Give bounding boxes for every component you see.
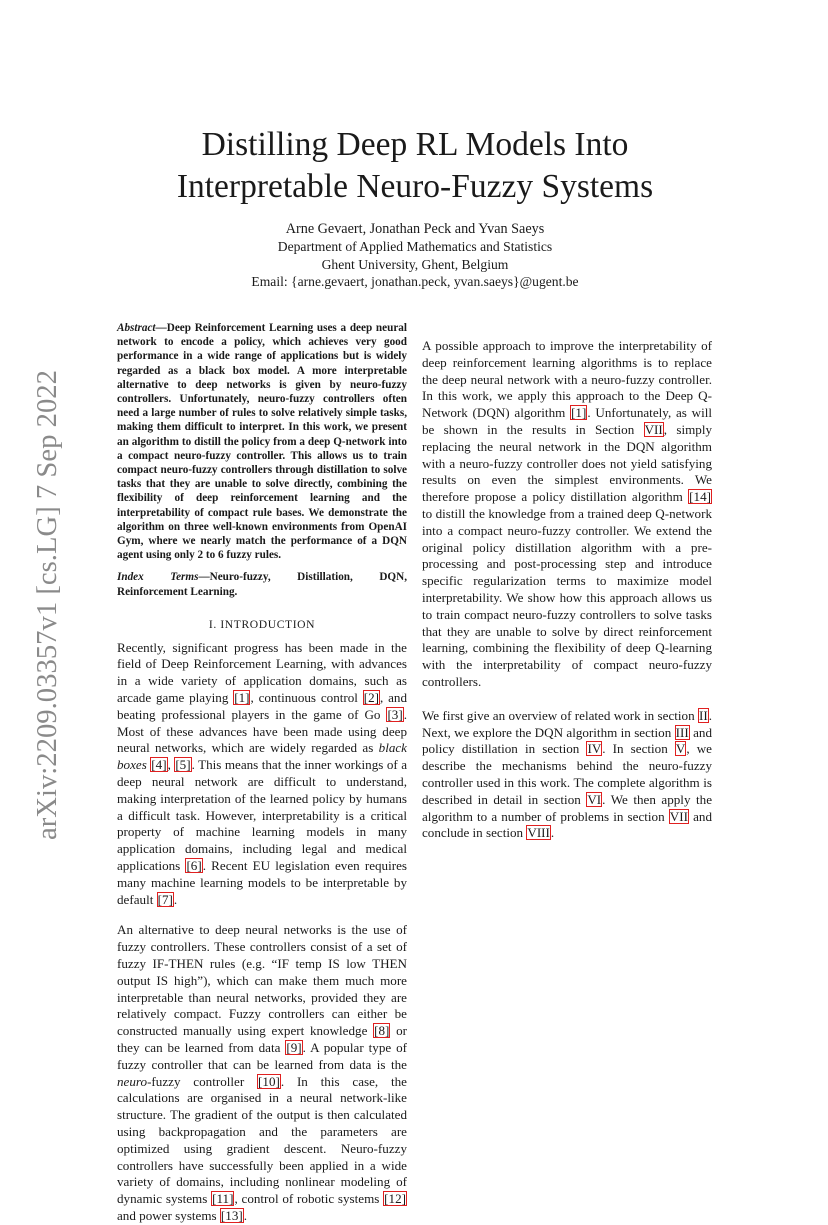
arxiv-id-text: arXiv:2209.03357v1 [cs.LG] 7 Sep 2022: [32, 372, 63, 840]
section-link[interactable]: VII: [669, 808, 688, 824]
index-terms-lead: Index Terms: [117, 571, 199, 584]
section-heading-introduction: I. INTRODUCTION: [208, 617, 316, 631]
citation-link[interactable]: [10]: [258, 1073, 280, 1089]
citation-link[interactable]: [9]: [286, 1039, 302, 1055]
title-line-2: Interpretable Neuro-Fuzzy Systems: [176, 168, 654, 205]
abstract-lead: Abstract: [117, 322, 156, 334]
author-email: Email: {arne.gevaert, jonathan.peck, yvan.saeys}@ugent.be: [251, 274, 579, 290]
title-line-1: Distilling Deep RL Models Into: [201, 126, 629, 163]
citation-link[interactable]: [4]: [151, 757, 167, 773]
section-link[interactable]: II: [698, 707, 708, 723]
paper-title: [110, 124, 720, 208]
emphasis-neuro: neuro: [117, 1073, 148, 1089]
citation-link[interactable]: [2]: [363, 690, 380, 706]
section-link[interactable]: VIII: [527, 825, 550, 841]
author-names: Arne Gevaert, Jonathan Peck and Yvan Saeys: [285, 221, 545, 237]
section-link[interactable]: VII: [644, 421, 663, 437]
citation-link[interactable]: [6]: [186, 858, 202, 874]
section-link[interactable]: V: [675, 741, 686, 757]
section-link[interactable]: IV: [587, 741, 602, 757]
paragraph-gap: [422, 691, 712, 708]
citation-link[interactable]: [13]: [220, 1207, 243, 1223]
index-terms-body: —Neuro-fuzzy, Distillation, DQN, Reinforcement Learning.: [117, 571, 407, 598]
affiliation-department: Department of Applied Mathematics and Statistics: [277, 239, 553, 255]
paragraph-intro-2: An alternative to deep neural networks is the use of fuzzy controllers. These controllers consist of a set of fuzzy IF-THEN rules (e.g. “IF temp IS low THEN output IS high”), which can make them much more interpretable than neural networks, provided they are relatively compact. Fuzzy controllers can either be constructed manually using expert knowledge [8] or they can be learned from data [9]. A popular type of fuzzy controller that can be learned from data is the neuro-fuzzy controller [10]. In this case, the calculations are organised in a neural network-like structure. The gradient of the output is then calculated using backpropagation and the parameters are optimized using gradient descent. Neuro-fuzzy controllers have successfully been applied in a wide variety of domains, including nonlinear modeling of dynamic systems [11], control of robotic systems [12] and power systems [13].: [117, 922, 408, 1223]
abstract: [117, 321, 407, 562]
citation-link[interactable]: [3]: [387, 706, 403, 722]
citation-link[interactable]: [12]: [384, 1191, 406, 1207]
citation-link[interactable]: [1]: [571, 405, 587, 421]
right-column: [422, 321, 712, 842]
paragraph-intro-3: A possible approach to improve the interpretability of deep reinforcement learning algorithms is to replace the deep neural network with a neuro-fuzzy controller. In this work, we apply this approach to the Deep Q-Network (DQN) algorithm [1]. Unfortunately, as will be shown in the results in Section VII, simply replacing the neural network in the DQN algorithm with a neuro-fuzzy controller does not yield satisfying results on even the simplest environments. We therefore propose a policy distillation algorithm [14] to distill the knowledge from a trained deep Q-network into a compact neuro-fuzzy controller. We extend the original policy distillation algorithm with a pre-processing and post-processing step and introduce specific regularization terms to maximize model interpretability. We show how this approach allows us to train compact neuro-fuzzy controllers to solve tasks that they are unable to solve by direct reinforcement learning, combining the flexibility of deep Q-learning with the interpretability of compact neuro-fuzzy controllers.: [422, 338, 713, 689]
paragraph-gap: [117, 908, 407, 922]
arxiv-identifier: [18, 370, 70, 840]
index-terms: [117, 570, 407, 598]
citation-link[interactable]: [7]: [157, 891, 173, 907]
section-link[interactable]: VI: [587, 791, 602, 807]
paragraph-intro-1: Recently, significant progress has been made in the field of Deep Reinforcement Learning, with advances in a wide variety of application domains, such as arcade game playing [1], continuous control [2], and beating professional players in the game of Go [3]. Most of these advances have been made using deep neural networks, which are widely regarded as black boxes [4], [5]. This means that the inner workings of a deep neural network are difficult to understand, making interpretation of the learned policy by humans a difficult task. However, interpretability is a critical property of machine learning models in many application domains, including legal and medical applications [6]. Recent EU legislation even requires many machine learning models to be interpretable by default [7].: [117, 639, 408, 907]
paragraph-intro-4: We first give an overview of related work in section II. Next, we explore the DQN algorithm in section III and policy distillation in section IV. In section V, we describe the mechanisms behind the neuro-fuzzy controller used in this work. The complete algorithm is described in detail in section VI. We then apply the algorithm to a number of problems in section VII and conclude in section VIII.: [422, 707, 713, 841]
citation-link[interactable]: [5]: [175, 757, 191, 773]
author-block: [110, 221, 720, 291]
section-link[interactable]: III: [675, 724, 689, 740]
left-column: [117, 321, 407, 1225]
paragraph-gap: [422, 321, 712, 338]
emphasis-black-boxes: black boxes: [117, 740, 407, 773]
citation-link[interactable]: [11]: [212, 1191, 234, 1207]
abstract-body: —Deep Reinforcement Learning uses a deep neural network to encode a policy, which achieves very good performance in a wide range of applications but is widely regarded as a black box model. A more interpretable alternative to deep networks is given by neuro-fuzzy controllers. Unfortunately, neuro-fuzzy controllers often need a large number of rules to solve relatively simple tasks, making them difficult to interpret. In this work, we present an algorithm to distill the policy from a deep Q-network into a compact neuro-fuzzy controller. This allows us to train compact neuro-fuzzy controllers through distillation to solve tasks that they are unable to solve directly, combining the flexibility of deep reinforcement learning and the interpretability of compact rule bases. We demonstrate the algorithm on three well-known environments from OpenAI Gym, where we nearly match the performance of a DQN agent using only 2 to 6 fuzzy rules.: [117, 322, 407, 562]
citation-link[interactable]: [1]: [234, 690, 250, 706]
affiliation-university: Ghent University, Ghent, Belgium: [321, 256, 509, 272]
citation-link[interactable]: [8]: [374, 1023, 390, 1039]
citation-link[interactable]: [14]: [689, 489, 711, 505]
